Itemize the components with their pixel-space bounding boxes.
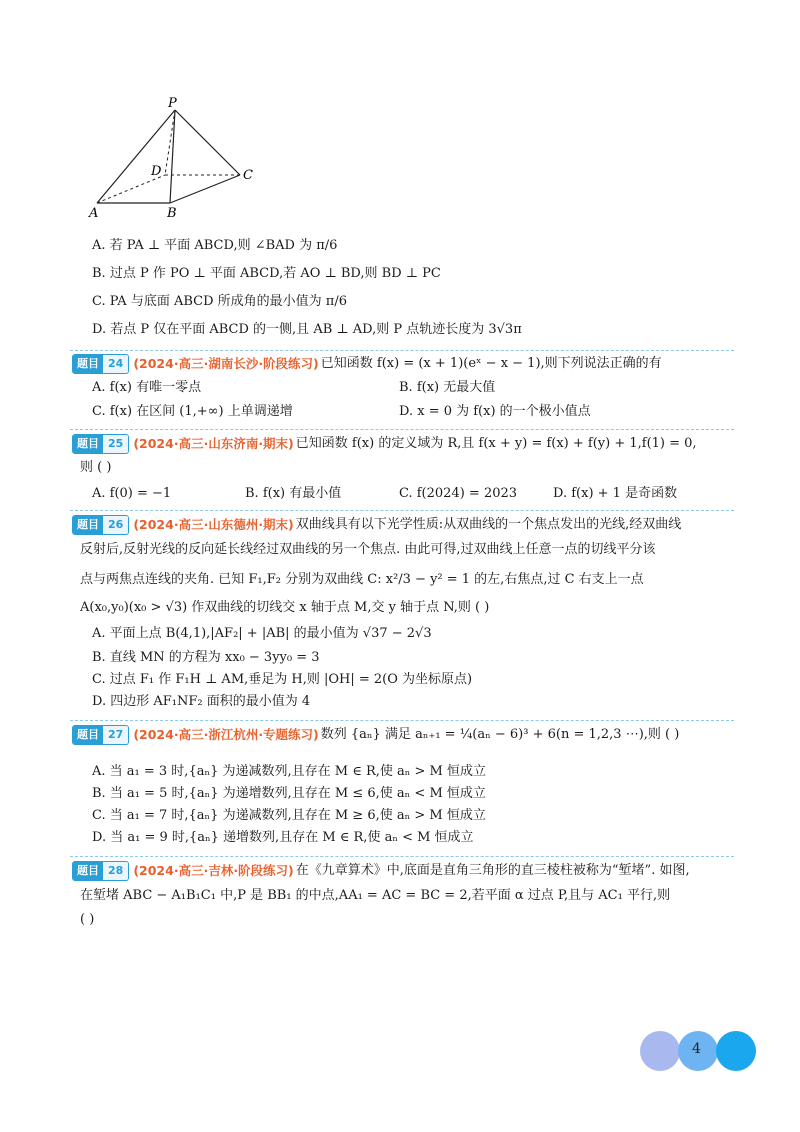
q27-option-d: D. 当 a₁ = 9 时,{aₙ} 递增数列,且存在 M ∈ R,使 aₙ < M 恒成立: [92, 830, 474, 845]
q26-option-b: B. 直线 MN 的方程为 xx₀ − 3yy₀ = 3: [92, 650, 320, 665]
label-D: D: [151, 164, 162, 179]
q23-option-c: C. PA 与底面 ABCD 所成角的最小值为 π/6: [92, 294, 347, 309]
q24-option-a: A. f(x) 有唯一零点: [92, 380, 202, 395]
page-number: 4: [692, 1041, 701, 1057]
question-27-header: [72, 724, 679, 746]
question-stem: 双曲线具有以下光学性质:从双曲线的一个焦点发出的光线,经双曲线: [295, 517, 682, 532]
label-A: A: [89, 206, 99, 221]
question-source: (2024·高三·湖南长沙·阶段练习): [133, 356, 319, 371]
question-source: (2024·高三·山东济南·期末): [133, 436, 294, 451]
q24-option-b: B. f(x) 无最大值: [399, 380, 496, 395]
question-stem: 已知函数 f(x) 的定义域为 R,且 f(x + y) = f(x) + f(y) + 1,f(1) = 0,: [295, 436, 697, 451]
label-B: B: [167, 206, 177, 221]
question-25-header: [72, 433, 697, 455]
question-26-header: [72, 514, 681, 536]
q25-option-c: C. f(2024) = 2023: [399, 486, 518, 501]
q23-option-b: B. 过点 P 作 PO ⊥ 平面 ABCD,若 AO ⊥ BD,则 BD ⊥ PC: [92, 266, 441, 281]
question-source: (2024·高三·吉林·阶段练习): [133, 863, 294, 878]
label-P: P: [168, 96, 177, 111]
q25-option-a: A. f(0) = −1: [92, 486, 172, 501]
question-source: (2024·高三·山东德州·期末): [133, 517, 294, 532]
question-stem-line: ( ): [80, 912, 95, 927]
q26-option-d: D. 四边形 AF₁NF₂ 面积的最小值为 4: [92, 694, 311, 709]
question-tag: 题目 27: [72, 725, 129, 745]
question-stem-line: 在堑堵 ABC − A₁B₁C₁ 中,P 是 BB₁ 的中点,AA₁ = AC = BC = 2,若平面 α 过点 P,且与 AC₁ 平行,则: [80, 888, 671, 903]
question-stem-line: A(x₀,y₀)(x₀ > √3) 作双曲线的切线交 x 轴于点 M,交 y 轴于点 N,则 ( ): [80, 600, 490, 615]
decor-circle-1: [640, 1031, 680, 1071]
question-source: (2024·高三·浙江杭州·专题练习): [133, 727, 319, 742]
q27-option-a: A. 当 a₁ = 3 时,{aₙ} 为递减数列,且存在 M ∈ R,使 aₙ > M 恒成立: [92, 764, 486, 779]
q26-option-a: A. 平面上点 B(4,1),|AF₂| + |AB| 的最小值为 √37 − 2√3: [92, 626, 432, 641]
question-stem-line: 反射后,反射光线的反向延长线经过双曲线的另一个焦点. 由此可得,过双曲线上任意一点的切线平分该: [80, 542, 656, 557]
question-tag: 题目 26: [72, 515, 129, 535]
question-stem-line: 点与两焦点连线的夹角. 已知 F₁,F₂ 分别为双曲线 C: x²/3 − y² = 1 的左,右焦点,过 C 右支上一点: [80, 572, 644, 587]
q23-option-a: A. 若 PA ⊥ 平面 ABCD,则 ∠BAD 为 π/6: [92, 238, 338, 253]
q25-option-d: D. f(x) + 1 是奇函数: [553, 486, 678, 501]
question-24-header: [72, 353, 662, 375]
question-stem: 数列 {aₙ} 满足 aₙ₊₁ = ¼(aₙ − 6)³ + 6(n = 1,2,3 ⋯),则 ( ): [320, 727, 680, 742]
label-C: C: [243, 168, 253, 183]
q27-option-b: B. 当 a₁ = 5 时,{aₙ} 为递增数列,且存在 M ≤ 6,使 aₙ < M 恒成立: [92, 786, 486, 801]
question-stem: 在《九章算术》中,底面是直角三角形的直三棱柱被称为“堑堵”. 如图,: [295, 863, 690, 878]
pyramid-figure: [85, 95, 265, 225]
q25-option-b: B. f(x) 有最小值: [245, 486, 342, 501]
question-28-header: [72, 860, 690, 882]
page-number-badge: [640, 1031, 760, 1071]
q24-option-c: C. f(x) 在区间 (1,+∞) 上单调递增: [92, 404, 293, 419]
q26-option-c: C. 过点 F₁ 作 F₁H ⊥ AM,垂足为 H,则 |OH| = 2(O 为坐标原点): [92, 672, 473, 687]
question-tag: 题目 28: [72, 861, 129, 881]
question-tag: 题目 25: [72, 434, 129, 454]
decor-circle-3: [716, 1031, 756, 1071]
question-tag: 题目 24: [72, 354, 129, 374]
question-stem: 已知函数 f(x) = (x + 1)(eˣ − x − 1),则下列说法正确的有: [320, 356, 662, 371]
q23-option-d: D. 若点 P 仅在平面 ABCD 的一侧,且 AB ⊥ AD,则 P 点轨迹长度为 3√3π: [92, 322, 522, 337]
q24-option-d: D. x = 0 为 f(x) 的一个极小值点: [399, 404, 591, 419]
q27-option-c: C. 当 a₁ = 7 时,{aₙ} 为递减数列,且存在 M ≥ 6,使 aₙ > M 恒成立: [92, 808, 486, 823]
question-stem-line: 则 ( ): [80, 460, 112, 475]
